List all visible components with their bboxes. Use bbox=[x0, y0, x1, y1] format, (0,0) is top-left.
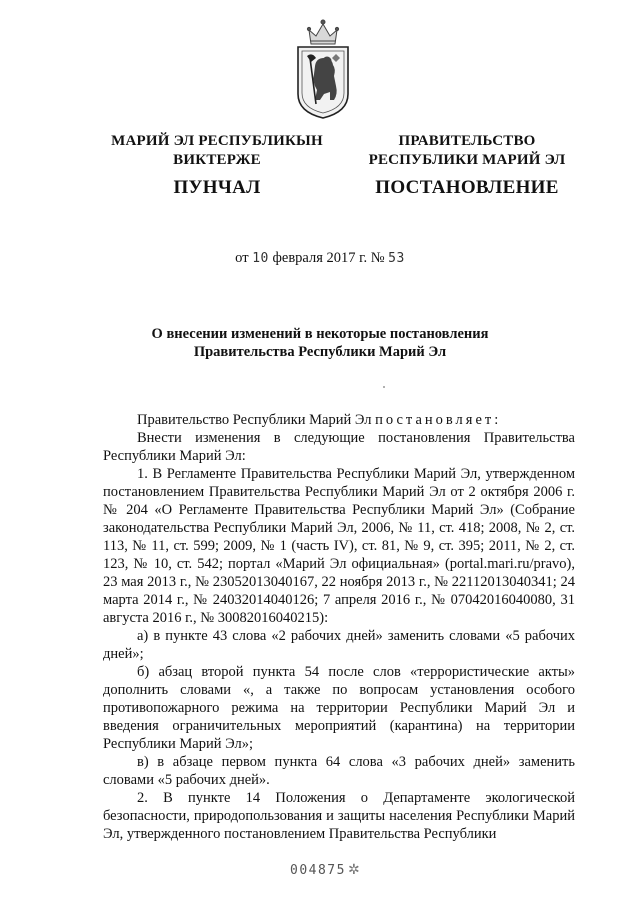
coat-of-arms-icon bbox=[294, 14, 352, 120]
title-line2: Правительства Республики Марий Эл bbox=[193, 344, 447, 360]
paragraph-resolves bbox=[103, 411, 575, 429]
stray-dot bbox=[383, 386, 385, 388]
document-number: 53 bbox=[388, 251, 405, 266]
resolves-prefix: Правительство Республики Марий Эл bbox=[137, 412, 372, 428]
stamp-mark-icon: ✲ bbox=[348, 863, 360, 878]
paragraph-intro: Внести изменения в следующие постановления Правительства Республики Марий Эл: bbox=[103, 430, 575, 464]
date-prefix: от bbox=[235, 250, 249, 266]
header-right-doc-type: ПОСТАНОВЛЕНИЕ bbox=[375, 177, 559, 198]
header-left-doc-type: ПУНЧАЛ bbox=[173, 177, 261, 198]
registration-stamp-number: 004875 bbox=[290, 863, 346, 878]
paragraph-item-1a: а) в пункте 43 слова «2 рабочих дней» заменить словами «5 рабочих дней»; bbox=[103, 628, 575, 662]
title-line1: О внесении изменений в некоторые постановления bbox=[151, 326, 489, 342]
date-month-year: февраля 2017 г. № bbox=[272, 250, 385, 266]
document-body bbox=[103, 411, 575, 843]
document-title bbox=[90, 325, 550, 361]
date-day: 10 bbox=[252, 251, 269, 266]
paragraph-item-1c: в) в абзаце первом пункта 64 слова «3 рабочих дней» заменить словами «5 рабочих дней». bbox=[103, 754, 575, 788]
header-right-line1: ПРАВИТЕЛЬСТВО bbox=[398, 133, 536, 149]
header-left-line2: ВИКТЕРЖЕ bbox=[173, 152, 261, 168]
date-line bbox=[0, 250, 640, 267]
paragraph-item-2: 2. В пункте 14 Положения о Департаменте экологической безопасности, природопользования и защиты населения Республики Марий Эл, утвержденного постановлением Правительства Республики bbox=[103, 790, 575, 842]
resolves-word: постановляет: bbox=[375, 412, 502, 428]
paragraph-item-1: 1. В Регламенте Правительства Республики Марий Эл, утвержденном постановлением Правительства Республики Марий Эл от 2 октября 2006 г. № 204 «О Регламенте Правительства Республики Марий Эл» (Собрание законодательства Республики Марий Эл, 2006, № 11, ст. 418; 2008, № 2, ст. 113, № 11, ст. 599; 2009, № 1 (часть IV), ст. 81, № 9, ст. 395; 2011, № 2, ст. 123, № 10, ст. 542; портал «Марий Эл официальная» (portal.mari.ru/pravo), 23 мая 2013 г., № 23052013040167, 22 ноября 2013 г., № 22112013040341; 24 марта 2014 г., № 24032014040126; 7 апреля 2016 г., № 07042016040080, 31 августа 2016 г., № 30082016040215): bbox=[103, 466, 575, 626]
header-right-block bbox=[352, 132, 582, 200]
paragraph-item-1b: б) абзац второй пункта 54 после слов «террористические акты» дополнить словами «, а также по вопросам установления особого противопожарного режима на территории Республики Марий Эл и введения ограничительных мероприятий (карантина) на территории Республики Марий Эл»; bbox=[103, 664, 575, 752]
header-right-line2: РЕСПУБЛИКИ МАРИЙ ЭЛ bbox=[368, 152, 566, 168]
header-left-block bbox=[92, 132, 342, 200]
header-left-line1: МАРИЙ ЭЛ РЕСПУБЛИКЫН bbox=[111, 133, 323, 149]
